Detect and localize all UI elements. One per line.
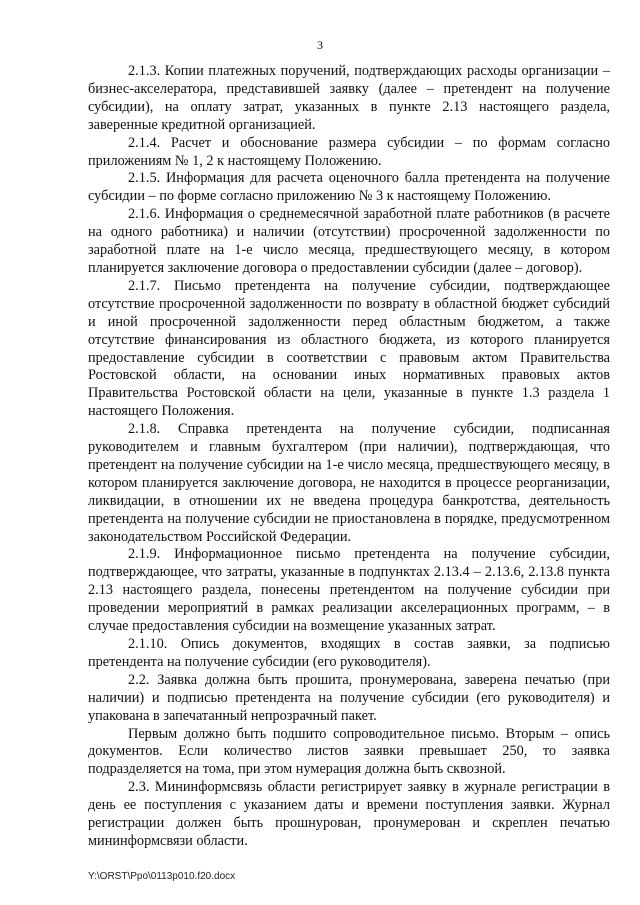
footer-file-path: Y:\ORST\Ppo\0113p010.f20.docx — [88, 871, 236, 882]
paragraph-2-1-6: 2.1.6. Информация о среднемесячной заработной плате работников (в расчете на одного работника) и наличии (отсутствии) просроченной задолженности по заработной плате на 1-е число месяца, предшествующего месяцу, в котором планируется заключение договора о предоставлении субсидии (далее – договор). — [88, 206, 610, 276]
paragraph-2-1-4: 2.1.4. Расчет и обоснование размера субсидии – по формам согласно приложениям № 1, 2 к настоящему Положению. — [88, 134, 610, 169]
page-number: 3 — [317, 38, 323, 52]
paragraph-2-1-7: 2.1.7. Письмо претендента на получение субсидии, подтверждающее отсутствие просроченной задолженности по возврату в областной бюджет субсидий и иной просроченной задолженности перед областным бюджетом, а также отсутствие финансирования из областного бюджета, из которого планируется предоставление субсидии в соответствии с правовым актом Правительства Ростовской области, на основании иных нормативных правовых актов Правительства Ростовской области на цели, указанные в пункте 1.3 раздела 1 настоящего Положения. — [88, 277, 610, 420]
paragraph-2-1-10: 2.1.10. Опись документов, входящих в состав заявки, за подписью претендента на получение субсидии (его руководителя). — [88, 636, 610, 670]
document-body — [88, 63, 610, 851]
paragraph-2-2-continued: Первым должно быть подшито сопроводительное письмо. Вторым – опись документов. Если количество листов заявки превышает 250, то заявка подразделяется на тома, при этом нумерация должна быть сквозной. — [88, 725, 610, 778]
paragraph-2-3: 2.3. Мининформсвязь области регистрирует заявку в журнале регистрации в день ее поступления с указанием даты и времени поступления заявки. Журнал регистрации должен быть прошнурован, пронумерован и скреплен печатью мининформсвязи области. — [88, 779, 610, 849]
paragraph-2-1-8: 2.1.8. Справка претендента на получение субсидии, подписанная руководителем и главным бухгалтером (при наличии), подтверждающая, что претендент на получение субсидии на 1-е число месяца, предшествующего месяцу, в котором планируется заключение договора, не находится в процессе реорганизации, ликвидации, в отношении их не введена процедура банкротства, деятельность претендента на получение субсидии не приостановлена в порядке, предусмотренном законодательством Российской Федерации. — [88, 421, 610, 545]
paragraph-2-1-3: 2.1.3. Копии платежных поручений, подтверждающих расходы организации – бизнес-акселератора, представившей заявку (далее – претендент на получение субсидии), на оплату затрат, указанных в пункте 2.13 настоящего раздела, заверенные кредитной организацией. — [88, 63, 610, 133]
paragraph-2-1-9: 2.1.9. Информационное письмо претендента на получение субсидии, подтверждающее, что затраты, указанные в подпунктах 2.13.4 – 2.13.6, 2.13.8 пункта 2.13 настоящего раздела, понесены претендентом на получение субсидии при проведении мероприятий в рамках реализации акселерационных программ, – в случае предоставления субсидии на возмещение указанных затрат. — [88, 546, 610, 635]
paragraph-2-2: 2.2. Заявка должна быть прошита, пронумерована, заверена печатью (при наличии) и подписью претендента на получение субсидии (его руководителя) и упакована в запечатанный непрозрачный пакет. — [88, 671, 610, 724]
paragraph-2-1-5: 2.1.5. Информация для расчета оценочного балла претендента на получение субсидии – по форме согласно приложению № 3 к настоящему Положению. — [88, 170, 610, 205]
